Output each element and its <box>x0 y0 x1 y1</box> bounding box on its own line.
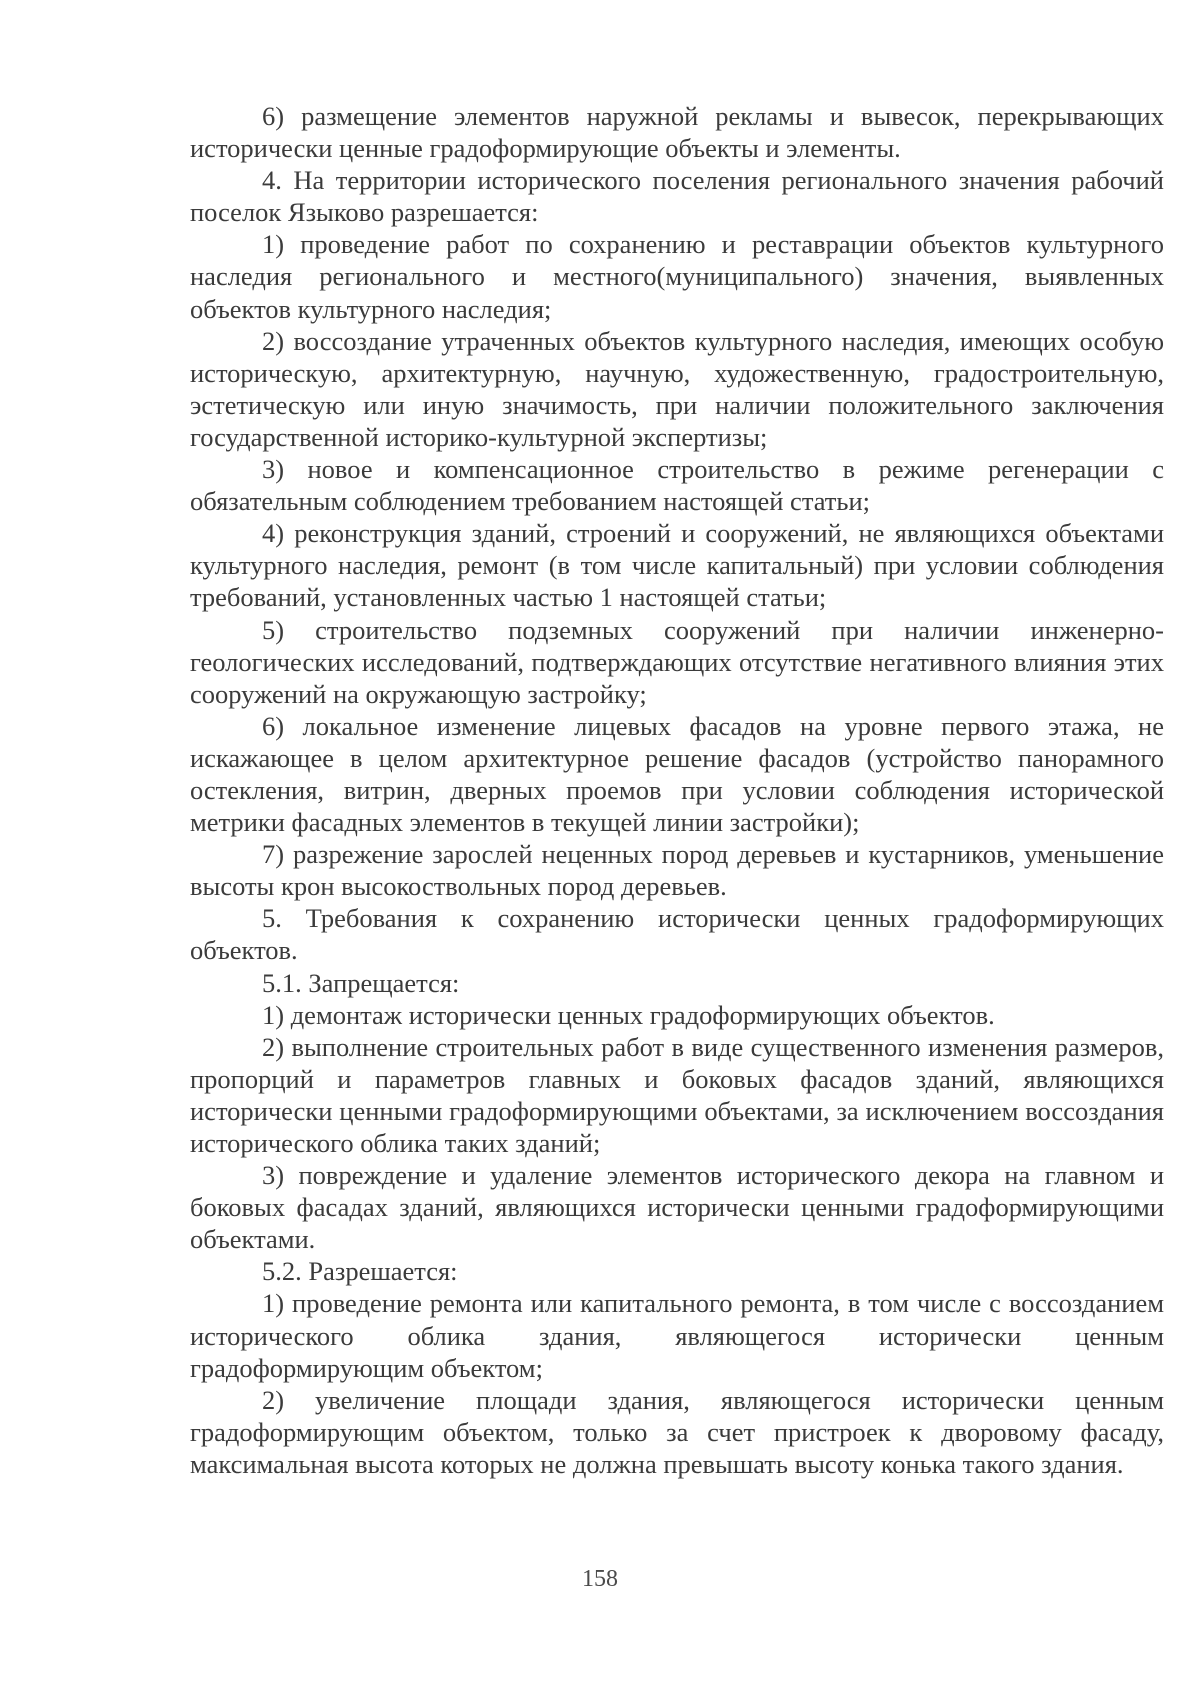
document-body <box>190 100 1164 1480</box>
paragraph-15: 5.2. Разрешается: <box>262 1256 458 1287</box>
paragraph-12: 1) демонтаж исторически ценных градоформирующих объектов. <box>262 999 995 1030</box>
paragraph-5: 3) новое и компенсационное строительство в режиме регенерации с обязательным соблюдением требованием настоящей статьи; <box>190 454 1164 517</box>
paragraph-16: 1) проведение ремонта или капитального ремонта, в том числе с воссозданием исторического облика здания, являющегося исторически ценным градоформирующим объектом; <box>190 1288 1164 1383</box>
paragraph-7: 5) строительство подземных сооружений при наличии инженерно-геологических исследований, подтверждающих отсутствие негативного влияния этих сооружений на окружающую застройку; <box>190 614 1164 709</box>
paragraph-11: 5.1. Запрещается: <box>262 967 460 998</box>
paragraph-13: 2) выполнение строительных работ в виде существенного изменения размеров, пропорций и параметров главных и боковых фасадов зданий, являющихся исторически ценными градоформирующими объектами, за исключением воссоздания исторического облика таких зданий; <box>190 1031 1164 1158</box>
paragraph-3: 1) проведение работ по сохранению и реставрации объектов культурного наследия регионального и местного(муниципального) значения, выявленных объектов культурного наследия; <box>190 229 1164 324</box>
paragraph-2: 4. На территории исторического поселения регионального значения рабочий поселок Языково разрешается: <box>190 165 1164 228</box>
paragraph-8: 6) локальное изменение лицевых фасадов на уровне первого этажа, не искажающее в целом архитектурное решение фасадов (устройство панорамного остекления, витрин, дверных проемов при условии соблюдения исторической метрики фасадных элементов в текущей линии застройки); <box>190 710 1164 838</box>
paragraph-14: 3) повреждение и удаление элементов исторического декора на главном и боковых фасадах зданий, являющихся исторически ценными градоформирующими объектами. <box>190 1160 1164 1255</box>
paragraph-17: 2) увеличение площади здания, являющегося исторически ценным градоформирующим объектом, только за счет пристроек к дворовому фасаду, максимальная высота которых не должна превышать высоту конька такого здания. <box>190 1384 1164 1479</box>
paragraph-1: 6) размещение элементов наружной рекламы и вывесок, перекрывающих исторически ценные градоформирующие объекты и элементы. <box>190 101 1164 164</box>
paragraph-6: 4) реконструкция зданий, строений и сооружений, не являющихся объектами культурного наследия, ремонт (в том числе капитальный) при условии соблюдения требований, установленных частью 1 настоящей статьи; <box>190 518 1164 613</box>
page-number: 158 <box>582 1566 618 1592</box>
paragraph-9: 7) разрежение зарослей неценных пород деревьев и кустарников, уменьшение высоты крон высокоствольных пород деревьев. <box>190 839 1164 902</box>
paragraph-10: 5. Требования к сохранению исторически ценных градоформирующих объектов. <box>190 903 1164 966</box>
paragraph-4: 2) воссоздание утраченных объектов культурного наследия, имеющих особую историческую, архитектурную, научную, художественную, градостроительную, эстетическую или иную значимость, при наличии положительного заключения государственной историко-культурной экспертизы; <box>190 325 1164 452</box>
